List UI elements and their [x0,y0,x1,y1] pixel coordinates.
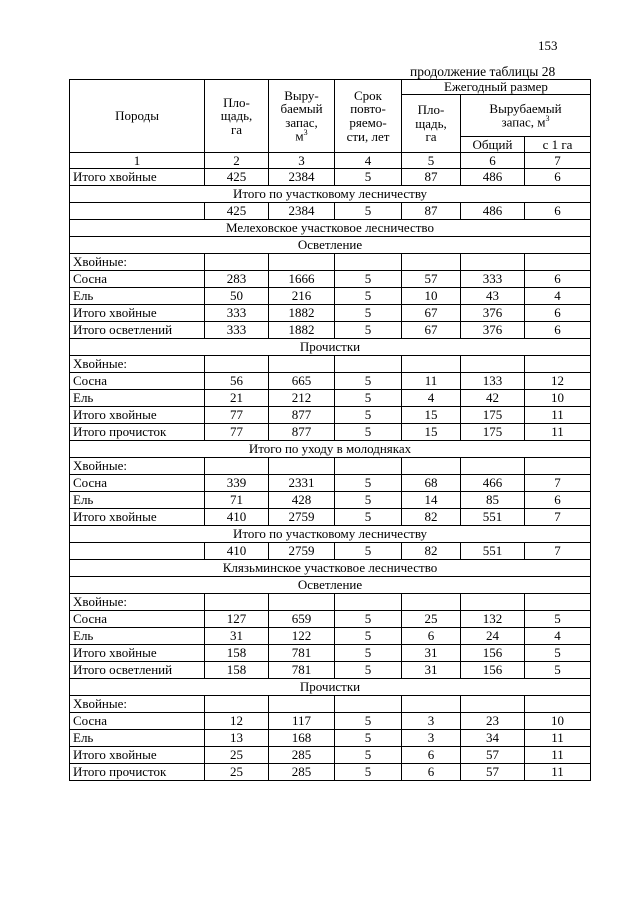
table-row [70,713,591,730]
table-row [70,373,591,390]
row-value: 168 [269,730,335,747]
row-value: 7 [525,475,591,492]
header-stock-sup: 3 [303,128,308,138]
row-value: 3 [402,730,461,747]
row-value [205,356,269,373]
row-value: 11 [402,373,461,390]
row-value: 376 [461,305,525,322]
header-period [335,80,402,153]
row-value [402,594,461,611]
row-value: 67 [402,305,461,322]
header-stock-line: баемый [280,101,323,117]
row-value: 5 [335,764,402,781]
header-period-line: повто- [350,101,386,117]
row-value [269,356,335,373]
row-value: 175 [461,407,525,424]
header-area-line: Пло- [223,94,250,110]
row-value: 5 [335,203,402,220]
row-value: 283 [205,271,269,288]
row-value: 2331 [269,475,335,492]
row-label: Итого хвойные [70,645,205,662]
row-value: 57 [461,747,525,764]
header-row-1 [70,80,591,95]
section-heading-row [70,339,591,356]
row-value: 425 [205,169,269,186]
table-row [70,203,591,220]
row-value: 333 [461,271,525,288]
row-label: Итого хвойные [70,747,205,764]
header-stock-line: запас, [285,114,318,130]
row-value: 85 [461,492,525,509]
table-row [70,475,591,492]
row-value: 6 [402,764,461,781]
row-value: 6 [525,271,591,288]
table-row [70,169,591,186]
header-annual-stock [461,95,591,137]
header-annual-stock-line: Вырубаемый [489,100,562,116]
header-annual-area-line: Пло- [417,102,445,118]
section-title: Итого по уходу в молодняках [70,441,591,458]
row-value: 43 [461,288,525,305]
row-value: 31 [402,662,461,679]
row-value [461,356,525,373]
header-annual-area [402,95,461,153]
row-value: 5 [335,509,402,526]
row-label: Итого осветлений [70,322,205,339]
row-value: 6 [402,628,461,645]
row-value [335,594,402,611]
row-value: 14 [402,492,461,509]
row-label: Ель [70,288,205,305]
table-row [70,254,591,271]
table-row [70,509,591,526]
header-stock-line: Выру- [284,87,319,103]
row-value [461,458,525,475]
forest-care-table [69,79,591,781]
row-label: Ель [70,628,205,645]
row-value: 5 [335,713,402,730]
section-title: Прочистки [70,679,591,696]
row-value: 50 [205,288,269,305]
row-value [525,696,591,713]
section-heading-row [70,560,591,577]
row-value: 10 [402,288,461,305]
row-value: 11 [525,730,591,747]
row-value: 2759 [269,543,335,560]
row-value: 781 [269,645,335,662]
row-value: 551 [461,509,525,526]
row-value: 133 [461,373,525,390]
row-value [269,254,335,271]
row-value [525,356,591,373]
table-row [70,458,591,475]
row-value [269,696,335,713]
row-value: 2384 [269,203,335,220]
section-title: Итого по участковому лесничеству [70,526,591,543]
row-value [525,594,591,611]
row-value: 10 [525,713,591,730]
row-value: 31 [205,628,269,645]
header-stock [269,80,335,153]
row-label: Итого хвойные [70,169,205,186]
column-numbers-row [70,153,591,169]
row-value: 158 [205,662,269,679]
header-period-line: ряемо- [349,115,387,130]
row-value: 77 [205,407,269,424]
table-row [70,390,591,407]
row-value: 5 [335,611,402,628]
table-row [70,322,591,339]
row-value: 5 [335,288,402,305]
row-label: Сосна [70,373,205,390]
col-number: 6 [461,153,525,169]
row-label: Итого осветлений [70,662,205,679]
table-row [70,662,591,679]
section-title: Итого по участковому лесничеству [70,186,591,203]
row-value: 466 [461,475,525,492]
row-value: 212 [269,390,335,407]
row-value: 5 [335,730,402,747]
row-value: 25 [402,611,461,628]
row-value: 6 [525,305,591,322]
row-value: 486 [461,169,525,186]
row-value: 11 [525,424,591,441]
table-row [70,356,591,373]
header-annual-area-line: щадь, [415,115,447,131]
row-value: 71 [205,492,269,509]
row-value: 13 [205,730,269,747]
row-value: 5 [335,169,402,186]
row-value: 5 [335,492,402,509]
col-number: 4 [335,153,402,169]
section-title: Клязьминское участковое лесничество [70,560,591,577]
row-value: 12 [205,713,269,730]
table-row [70,492,591,509]
row-value [461,594,525,611]
header-annual-area-line: га [425,129,437,145]
table-row [70,271,591,288]
row-value [205,254,269,271]
header-species: Породы [70,80,205,153]
row-value: 117 [269,713,335,730]
table-row [70,543,591,560]
row-value: 11 [525,407,591,424]
header-annual-stock-sup: 3 [545,114,550,124]
row-value: 659 [269,611,335,628]
row-value: 15 [402,424,461,441]
table-row [70,645,591,662]
row-value [269,594,335,611]
row-value: 5 [335,305,402,322]
row-value: 12 [525,373,591,390]
header-stock-line: м [295,128,304,144]
col-number: 2 [205,153,269,169]
row-value [402,458,461,475]
row-value: 5 [335,645,402,662]
row-value: 6 [525,322,591,339]
row-value [335,254,402,271]
row-label [70,543,205,560]
row-label: Ель [70,492,205,509]
row-value: 410 [205,509,269,526]
section-heading-row [70,220,591,237]
row-value [205,458,269,475]
section-title: Осветление [70,577,591,594]
row-value: 4 [525,628,591,645]
row-value: 5 [335,407,402,424]
table-row [70,611,591,628]
header-annual: Ежегодный размер [402,80,591,95]
row-label [70,203,205,220]
row-value: 7 [525,543,591,560]
row-value: 5 [335,543,402,560]
row-value: 285 [269,747,335,764]
header-per-ha: с 1 га [525,137,591,153]
row-value: 5 [335,424,402,441]
row-value: 5 [525,611,591,628]
row-value: 5 [335,373,402,390]
header-area [205,80,269,153]
row-value: 551 [461,543,525,560]
table-row [70,730,591,747]
row-value: 82 [402,543,461,560]
row-value: 67 [402,322,461,339]
section-title: Прочистки [70,339,591,356]
row-value [461,696,525,713]
row-value: 82 [402,509,461,526]
row-value [402,254,461,271]
row-value: 781 [269,662,335,679]
row-value: 4 [525,288,591,305]
row-value: 57 [461,764,525,781]
row-value [402,356,461,373]
col-number: 1 [70,153,205,169]
row-value [461,254,525,271]
section-heading-row [70,237,591,254]
row-value: 7 [525,509,591,526]
header-area-line: щадь, [220,108,253,124]
row-value: 21 [205,390,269,407]
table-row [70,696,591,713]
row-value: 6 [525,169,591,186]
row-value: 68 [402,475,461,492]
row-value [525,254,591,271]
row-value: 486 [461,203,525,220]
row-label: Хвойные: [70,594,205,611]
table-row [70,407,591,424]
table-row [70,305,591,322]
row-value: 56 [205,373,269,390]
row-value: 333 [205,322,269,339]
row-value: 122 [269,628,335,645]
row-value: 5 [335,322,402,339]
row-value: 5 [335,271,402,288]
row-label: Ель [70,390,205,407]
header-annual-stock-line: запас, м [501,114,546,130]
table-row [70,594,591,611]
row-value: 5 [335,628,402,645]
row-label: Итого хвойные [70,509,205,526]
row-value: 132 [461,611,525,628]
row-value: 158 [205,645,269,662]
row-label: Сосна [70,611,205,628]
table-row [70,747,591,764]
row-label: Сосна [70,713,205,730]
row-value: 285 [269,764,335,781]
row-value: 410 [205,543,269,560]
section-heading-row [70,441,591,458]
header-period-line: Срок [354,87,382,103]
row-value: 42 [461,390,525,407]
row-value: 5 [525,645,591,662]
row-label: Хвойные: [70,254,205,271]
table-row [70,288,591,305]
section-heading-row [70,526,591,543]
row-value: 5 [335,475,402,492]
section-heading-row [70,577,591,594]
row-value: 15 [402,407,461,424]
row-value: 11 [525,764,591,781]
section-title: Осветление [70,237,591,254]
row-value [205,696,269,713]
row-value: 34 [461,730,525,747]
row-value: 877 [269,407,335,424]
row-value: 333 [205,305,269,322]
row-value: 23 [461,713,525,730]
row-value: 11 [525,747,591,764]
row-value [335,696,402,713]
header-area-line: га [230,121,243,137]
row-value: 5 [335,390,402,407]
row-value: 5 [335,662,402,679]
row-value: 127 [205,611,269,628]
row-value: 339 [205,475,269,492]
row-value: 6 [402,747,461,764]
row-value: 376 [461,322,525,339]
row-value: 24 [461,628,525,645]
row-value: 57 [402,271,461,288]
header-period-line: сти, лет [346,128,390,144]
row-value: 1882 [269,305,335,322]
row-value: 216 [269,288,335,305]
table-row [70,628,591,645]
row-label: Ель [70,730,205,747]
row-value: 10 [525,390,591,407]
section-title: Мелеховское участковое лесничество [70,220,591,237]
header-total: Общий [461,137,525,153]
table-continuation-label: продолжение таблицы 28 [410,64,556,79]
row-value: 1882 [269,322,335,339]
col-number: 5 [402,153,461,169]
row-value: 877 [269,424,335,441]
row-value: 665 [269,373,335,390]
row-value: 6 [525,203,591,220]
col-number: 7 [525,153,591,169]
row-value: 156 [461,662,525,679]
col-number: 3 [269,153,335,169]
row-value: 5 [525,662,591,679]
row-value: 4 [402,390,461,407]
row-value: 156 [461,645,525,662]
row-value [525,458,591,475]
row-value: 25 [205,764,269,781]
row-label: Хвойные: [70,356,205,373]
page-number: 153 [538,38,558,53]
row-label: Хвойные: [70,458,205,475]
row-label: Сосна [70,271,205,288]
row-value: 5 [335,747,402,764]
row-value: 25 [205,747,269,764]
row-value [335,458,402,475]
row-label: Итого хвойные [70,407,205,424]
row-value [269,458,335,475]
row-label: Итого прочисток [70,424,205,441]
table-row [70,764,591,781]
table-row [70,424,591,441]
row-label: Хвойные: [70,696,205,713]
row-value [205,594,269,611]
row-value [335,356,402,373]
row-value: 31 [402,645,461,662]
section-heading-row [70,679,591,696]
row-value: 2759 [269,509,335,526]
row-value: 87 [402,203,461,220]
row-value: 1666 [269,271,335,288]
row-value [402,696,461,713]
row-label: Итого хвойные [70,305,205,322]
row-value: 428 [269,492,335,509]
row-value: 3 [402,713,461,730]
row-label: Итого прочисток [70,764,205,781]
row-value: 175 [461,424,525,441]
row-label: Сосна [70,475,205,492]
row-value: 77 [205,424,269,441]
row-value: 425 [205,203,269,220]
row-value: 87 [402,169,461,186]
row-value: 2384 [269,169,335,186]
row-value: 6 [525,492,591,509]
section-heading-row [70,186,591,203]
